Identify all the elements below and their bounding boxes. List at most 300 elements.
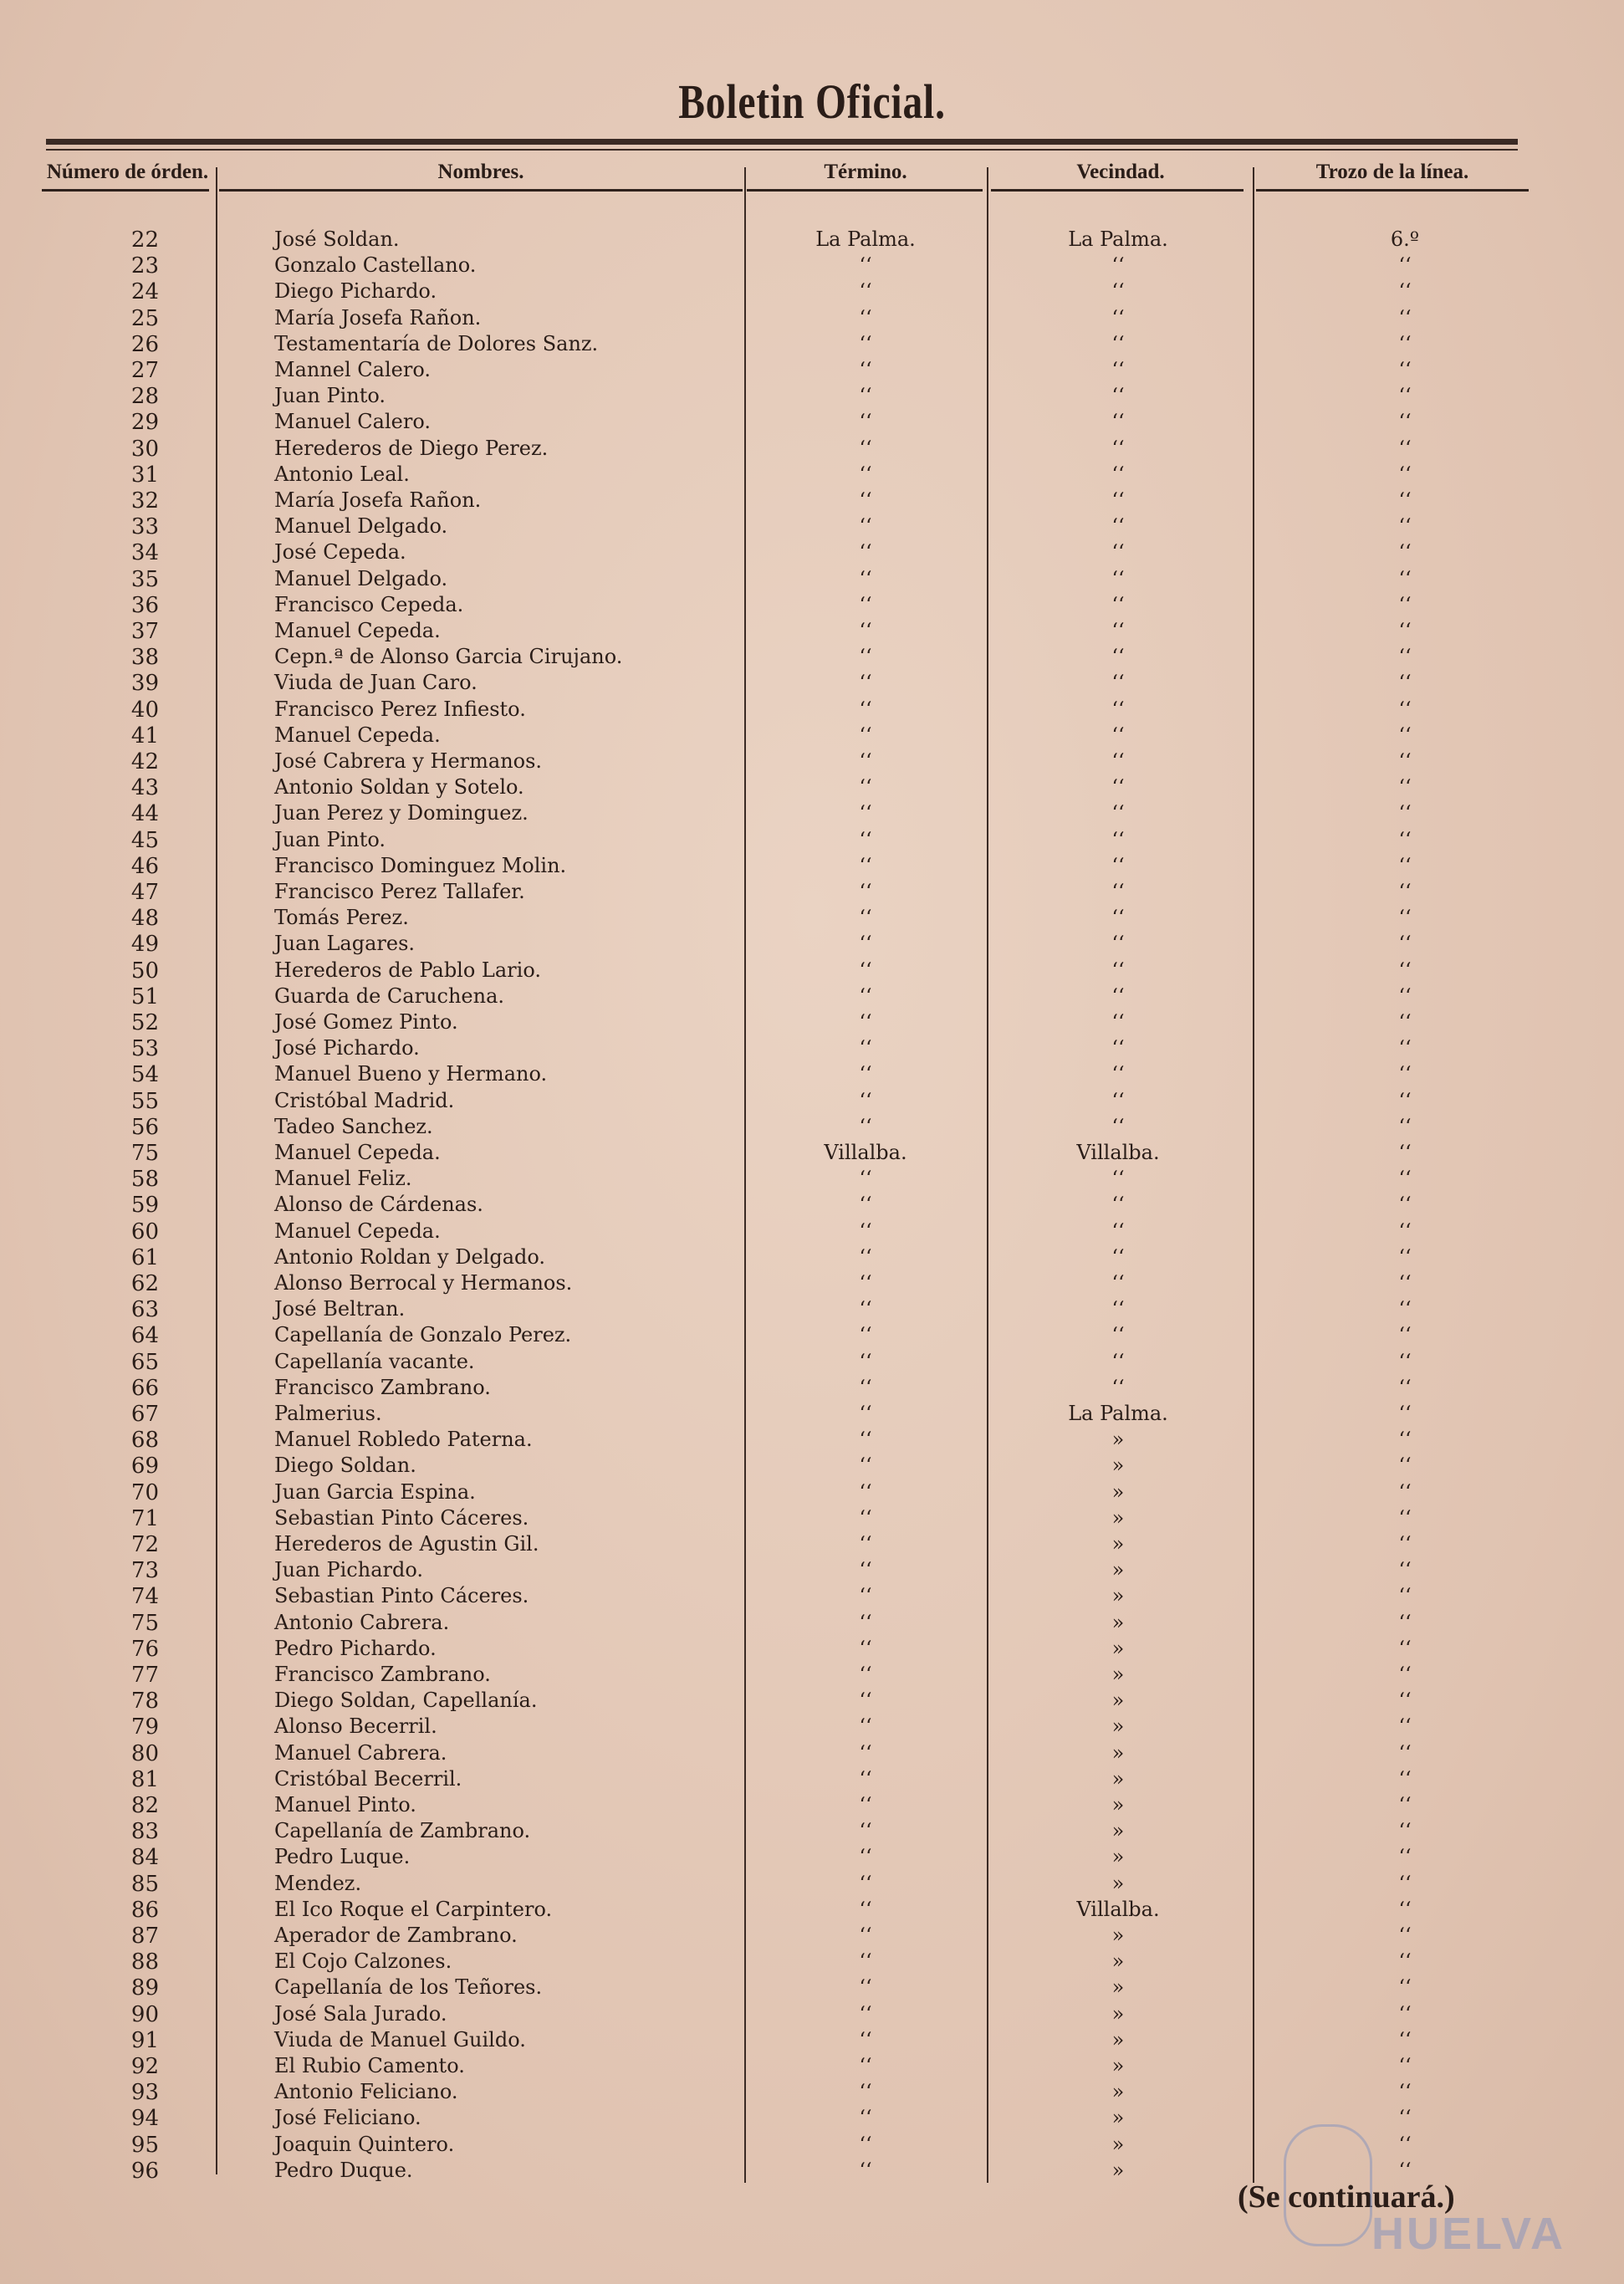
table-row [0,828,1624,854]
order-number: 43 [130,775,159,801]
trozo-cell: ‘‘ [1398,801,1412,825]
trozo-cell: ‘‘ [1398,1219,1412,1243]
table-row [0,2002,1624,2028]
person-name: Diego Pichardo. [274,279,437,304]
termino-cell: ‘‘ [859,1610,872,1634]
termino-cell: ‘‘ [859,1532,872,1556]
person-name: Juan Pichardo. [274,1558,423,1582]
vecindad-cell: ‘‘ [1111,1036,1125,1060]
termino-cell: ‘‘ [859,540,872,565]
order-number: 65 [130,1349,159,1375]
order-number: 75 [130,1610,159,1636]
trozo-cell: ‘‘ [1398,384,1412,408]
order-number: 58 [130,1167,159,1193]
order-number: 46 [130,853,159,879]
termino-cell: La Palma. [815,227,916,251]
person-name: María Josefa Rañon. [274,305,482,330]
order-number: 89 [130,1975,159,2001]
trozo-cell: ‘‘ [1398,671,1412,695]
order-number: 61 [130,1244,159,1270]
vecindad-cell: ‘‘ [1111,1167,1125,1191]
person-name: Cepn.ª de Alonso Garcia Cirujano. [274,645,623,669]
table-row [0,384,1624,410]
table-row [0,488,1624,514]
vecindad-cell: » [1111,2158,1125,2182]
order-number: 92 [130,2054,159,2079]
col-header-vecindad: Vecindad. [1076,161,1165,183]
termino-cell: ‘‘ [859,1036,872,1060]
termino-cell: ‘‘ [859,645,872,669]
table-row [0,1402,1624,1428]
vecindad-cell: ‘‘ [1111,410,1125,434]
person-name: Antonio Leal. [274,462,410,486]
termino-cell: ‘‘ [859,932,872,956]
table-row [0,593,1624,619]
person-name: José Beltran. [274,1297,406,1321]
table-row [0,1115,1624,1141]
trozo-cell: ‘‘ [1398,1402,1412,1425]
termino-cell: ‘‘ [859,1663,872,1686]
header-underline [219,189,743,192]
termino-cell: ‘‘ [859,305,872,330]
table-row [0,1271,1624,1297]
vecindad-cell: ‘‘ [1111,1114,1125,1138]
vecindad-cell: » [1111,2001,1125,2026]
vecindad-cell: ‘‘ [1111,1010,1125,1034]
vecindad-cell: ‘‘ [1111,932,1125,956]
order-number: 71 [130,1505,159,1531]
termino-cell: ‘‘ [859,279,872,304]
trozo-cell: ‘‘ [1398,1636,1412,1660]
person-name: El Ico Roque el Carpintero. [274,1897,553,1921]
table-row [0,1036,1624,1062]
vecindad-cell: » [1111,1714,1125,1739]
trozo-cell: ‘‘ [1398,880,1412,903]
person-name: Manuel Delgado. [274,566,448,590]
order-number: 27 [130,358,159,383]
vecindad-cell: » [1111,2106,1125,2130]
vecindad-cell: ‘‘ [1111,358,1125,381]
order-number: 69 [130,1454,159,1479]
trozo-cell: ‘‘ [1398,358,1412,381]
col-header-termino: Término. [824,161,907,183]
order-number: 53 [130,1036,159,1062]
table-row [0,1898,1624,1924]
trozo-cell: ‘‘ [1398,619,1412,642]
termino-cell: ‘‘ [859,410,872,434]
termino-cell: ‘‘ [859,1114,872,1138]
order-number: 87 [130,1924,159,1949]
termino-cell: ‘‘ [859,2080,872,2104]
order-number: 55 [130,1088,159,1114]
vecindad-cell: ‘‘ [1111,436,1125,460]
trozo-cell: ‘‘ [1398,932,1412,956]
termino-cell: ‘‘ [859,619,872,642]
vecindad-cell: ‘‘ [1111,853,1125,877]
order-number: 81 [130,1766,159,1792]
trozo-cell: ‘‘ [1398,1584,1412,1608]
trozo-cell: ‘‘ [1398,2054,1412,2077]
order-number: 26 [130,331,159,357]
person-name: Cristóbal Madrid. [274,1088,455,1112]
vecindad-cell: ‘‘ [1111,384,1125,408]
order-number: 39 [130,671,159,697]
vecindad-cell: ‘‘ [1111,305,1125,330]
header-underline [42,189,209,192]
termino-cell: ‘‘ [859,592,872,616]
trozo-cell: ‘‘ [1398,1271,1412,1295]
table-row [0,437,1624,462]
trozo-cell: ‘‘ [1398,1663,1412,1686]
table-row [0,1506,1624,1532]
person-name: Manuel Delgado. [274,514,448,539]
person-name: Diego Soldan. [274,1454,416,1478]
person-name: Juan Lagares. [274,932,416,956]
order-number: 63 [130,1297,159,1323]
table-row [0,1767,1624,1793]
termino-cell: ‘‘ [859,1454,872,1478]
termino-cell: ‘‘ [859,1558,872,1582]
vecindad-cell: » [1111,1740,1125,1765]
vecindad-cell: ‘‘ [1111,1323,1125,1347]
person-name: José Sala Jurado. [274,2001,447,2026]
person-name: Herederos de Agustin Gil. [274,1532,539,1556]
trozo-cell: ‘‘ [1398,1819,1412,1843]
trozo-cell: ‘‘ [1398,827,1412,851]
table-row [0,1637,1624,1663]
termino-cell: ‘‘ [859,906,872,930]
person-name: Capellanía vacante. [274,1349,475,1373]
trozo-cell: ‘‘ [1398,462,1412,486]
termino-cell: ‘‘ [859,1584,872,1608]
person-name: Diego Soldan, Capellanía. [274,1689,538,1713]
table-row [0,2054,1624,2080]
table-row [0,1141,1624,1167]
termino-cell: ‘‘ [859,1167,872,1191]
termino-cell: ‘‘ [859,1949,872,1974]
termino-cell: ‘‘ [859,462,872,486]
table-row [0,775,1624,801]
order-number: 44 [130,801,159,827]
order-number: 47 [130,880,159,905]
archive-watermark: HUELVA [1371,2209,1565,2259]
col-header-nombres: Nombres. [437,161,524,183]
termino-cell: ‘‘ [859,958,872,982]
trozo-cell: ‘‘ [1398,1454,1412,1478]
order-number: 93 [130,2080,159,2106]
table-row [0,801,1624,827]
vecindad-cell: » [1111,1689,1125,1713]
vecindad-cell: ‘‘ [1111,723,1125,747]
vecindad-cell: ‘‘ [1111,592,1125,616]
person-name: Pedro Pichardo. [274,1636,437,1660]
table-row [0,540,1624,566]
termino-cell: ‘‘ [859,1819,872,1843]
termino-cell: ‘‘ [859,827,872,851]
order-number: 75 [130,1141,159,1166]
table-row [0,723,1624,749]
trozo-cell: ‘‘ [1398,1897,1412,1921]
termino-cell: ‘‘ [859,1271,872,1295]
termino-cell: ‘‘ [859,671,872,695]
vecindad-cell: » [1111,1558,1125,1582]
trozo-cell: ‘‘ [1398,592,1412,616]
order-number: 24 [130,279,159,305]
page-title: Boletin Oficial. [678,74,946,129]
person-name: Antonio Cabrera. [274,1610,450,1634]
header-underline [747,189,983,192]
vecindad-cell: » [1111,1428,1125,1452]
trozo-cell: ‘‘ [1398,1428,1412,1452]
person-name: Capellanía de Gonzalo Perez. [274,1323,572,1347]
trozo-cell: ‘‘ [1398,2080,1412,2104]
table-row [0,1741,1624,1767]
table-row [0,1323,1624,1349]
table-row [0,1532,1624,1558]
trozo-cell: ‘‘ [1398,279,1412,304]
vecindad-cell: » [1111,1610,1125,1634]
order-number: 48 [130,906,159,932]
order-number: 68 [130,1428,159,1454]
termino-cell: ‘‘ [859,488,872,512]
trozo-cell: ‘‘ [1398,1036,1412,1060]
table-row [0,253,1624,279]
termino-cell: ‘‘ [859,723,872,747]
vecindad-cell: ‘‘ [1111,958,1125,982]
trozo-cell: ‘‘ [1398,1949,1412,1974]
table-row [0,1819,1624,1845]
trozo-cell: ‘‘ [1398,2027,1412,2052]
trozo-cell: ‘‘ [1398,1740,1412,1765]
person-name: Alonso Berrocal y Hermanos. [274,1271,573,1295]
vecindad-cell: ‘‘ [1111,566,1125,590]
trozo-cell: ‘‘ [1398,1975,1412,2000]
order-number: 62 [130,1271,159,1296]
vecindad-cell: » [1111,1505,1125,1530]
header-underline [1256,189,1529,192]
vecindad-cell: » [1111,1793,1125,1816]
trozo-cell: ‘‘ [1398,305,1412,330]
trozo-cell: ‘‘ [1398,1924,1412,1947]
trozo-cell: ‘‘ [1398,1349,1412,1373]
termino-cell: Villalba. [824,1141,907,1164]
table-row [0,1167,1624,1193]
person-name: Pedro Luque. [274,1845,411,1869]
termino-cell: ‘‘ [859,1871,872,1895]
termino-cell: ‘‘ [859,1193,872,1217]
person-name: Antonio Soldan y Sotelo. [274,775,524,800]
vecindad-cell: » [1111,1845,1125,1869]
person-name: José Gomez Pinto. [274,1010,458,1034]
trozo-cell: 6.º [1390,227,1420,251]
person-name: Francisco Perez Tallafer. [274,880,525,903]
order-number: 83 [130,1819,159,1845]
person-name: Juan Perez y Dominguez. [274,801,529,825]
person-name: Cristóbal Becerril. [274,1766,462,1791]
trozo-cell: ‘‘ [1398,1793,1412,1816]
termino-cell: ‘‘ [859,1219,872,1243]
trozo-cell: ‘‘ [1398,1714,1412,1739]
person-name: Manuel Cepeda. [274,619,441,642]
termino-cell: ‘‘ [859,358,872,381]
termino-cell: ‘‘ [859,514,872,539]
trozo-cell: ‘‘ [1398,2106,1412,2130]
person-name: Viuda de Manuel Guildo. [274,2027,526,2052]
vecindad-cell: » [1111,1636,1125,1660]
person-name: Herederos de Pablo Lario. [274,958,541,982]
vecindad-cell: ‘‘ [1111,775,1125,800]
vecindad-cell: ‘‘ [1111,619,1125,642]
termino-cell: ‘‘ [859,1244,872,1269]
person-name: José Cabrera y Hermanos. [274,749,543,773]
order-number: 76 [130,1636,159,1662]
order-number: 85 [130,1871,159,1897]
trozo-cell: ‘‘ [1398,1766,1412,1791]
termino-cell: ‘‘ [859,1479,872,1504]
termino-cell: ‘‘ [859,1323,872,1347]
person-name: Manuel Pinto. [274,1793,416,1816]
vecindad-cell: » [1111,1871,1125,1895]
person-name: Sebastian Pinto Cáceres. [274,1584,529,1608]
order-number: 54 [130,1062,159,1088]
order-number: 50 [130,958,159,984]
order-number: 25 [130,305,159,331]
termino-cell: ‘‘ [859,331,872,355]
order-number: 30 [130,436,159,462]
person-name: Joaquin Quintero. [274,2132,455,2156]
order-number: 41 [130,723,159,749]
vecindad-cell: ‘‘ [1111,697,1125,721]
termino-cell: ‘‘ [859,801,872,825]
person-name: Viuda de Juan Caro. [274,671,477,695]
col-header-trozo: Trozo de la línea. [1315,161,1469,183]
order-number: 86 [130,1897,159,1923]
table-row [0,1219,1624,1245]
order-number: 73 [130,1558,159,1584]
vecindad-cell: ‘‘ [1111,1349,1125,1373]
vecindad-cell: ‘‘ [1111,279,1125,304]
person-name: Antonio Roldan y Delgado. [274,1244,546,1269]
vecindad-cell: La Palma. [1068,1402,1168,1425]
person-name: Palmerius. [274,1402,382,1425]
trozo-cell: ‘‘ [1398,1505,1412,1530]
order-number: 90 [130,2001,159,2027]
order-number: 82 [130,1793,159,1818]
termino-cell: ‘‘ [859,2027,872,2052]
table-row [0,1245,1624,1271]
table-row [0,645,1624,671]
person-name: Francisco Zambrano. [274,1375,491,1399]
trozo-cell: ‘‘ [1398,1114,1412,1138]
termino-cell: ‘‘ [859,880,872,903]
vecindad-cell: ‘‘ [1111,1375,1125,1399]
table-row [0,410,1624,436]
trozo-cell: ‘‘ [1398,749,1412,773]
order-number: 32 [130,488,159,514]
order-number: 28 [130,384,159,410]
order-number: 29 [130,410,159,436]
vecindad-cell: » [1111,1766,1125,1791]
person-name: Mendez. [274,1871,362,1895]
order-number: 78 [130,1689,159,1714]
person-name: Tadeo Sanchez. [274,1114,433,1138]
termino-cell: ‘‘ [859,566,872,590]
order-number: 91 [130,2027,159,2053]
person-name: Aperador de Zambrano. [274,1924,518,1947]
person-name: Antonio Feliciano. [274,2080,458,2104]
table-row [0,514,1624,540]
trozo-cell: ‘‘ [1398,2001,1412,2026]
trozo-cell: ‘‘ [1398,1689,1412,1713]
vecindad-cell: ‘‘ [1111,749,1125,773]
table-row [0,1428,1624,1454]
order-number: 64 [130,1323,159,1349]
order-number: 23 [130,253,159,279]
vecindad-cell: ‘‘ [1111,1193,1125,1217]
termino-cell: ‘‘ [859,1740,872,1765]
termino-cell: ‘‘ [859,436,872,460]
vecindad-cell: ‘‘ [1111,331,1125,355]
table-row [0,854,1624,880]
person-name: Juan Pinto. [274,827,386,851]
person-name: María Josefa Rañon. [274,488,482,512]
trozo-cell: ‘‘ [1398,1010,1412,1034]
termino-cell: ‘‘ [859,1975,872,2000]
termino-cell: ‘‘ [859,1088,872,1112]
vecindad-cell: ‘‘ [1111,488,1125,512]
termino-cell: ‘‘ [859,1505,872,1530]
vecindad-cell: ‘‘ [1111,1271,1125,1295]
table-row [0,1376,1624,1402]
vecindad-cell: ‘‘ [1111,1244,1125,1269]
person-name: Guarda de Caruchena. [274,984,505,1008]
order-number: 36 [130,592,159,618]
vecindad-cell: » [1111,1584,1125,1608]
archive-seal-icon [1284,2124,1372,2246]
trozo-cell: ‘‘ [1398,1532,1412,1556]
vecindad-cell: ‘‘ [1111,514,1125,539]
person-name: José Soldan. [274,227,400,251]
table-row [0,1454,1624,1479]
person-name: José Pichardo. [274,1036,420,1060]
vecindad-cell: ‘‘ [1111,801,1125,825]
trozo-cell: ‘‘ [1398,331,1412,355]
trozo-cell: ‘‘ [1398,1610,1412,1634]
termino-cell: ‘‘ [859,1714,872,1739]
termino-cell: ‘‘ [859,1766,872,1791]
person-name: Manuel Cepeda. [274,1141,441,1164]
trozo-cell: ‘‘ [1398,1479,1412,1504]
trozo-cell: ‘‘ [1398,514,1412,539]
table-row [0,1584,1624,1610]
termino-cell: ‘‘ [859,984,872,1008]
table-row [0,1480,1624,1506]
trozo-cell: ‘‘ [1398,253,1412,278]
person-name: El Cojo Calzones. [274,1949,452,1974]
order-number: 52 [130,1010,159,1035]
order-number: 35 [130,566,159,592]
vecindad-cell: » [1111,1532,1125,1556]
table-row [0,1350,1624,1376]
trozo-cell: ‘‘ [1398,1088,1412,1112]
person-name: Manuel Feliz. [274,1167,412,1191]
vecindad-cell: » [1111,1479,1125,1504]
vecindad-cell: ‘‘ [1111,827,1125,851]
order-number: 95 [130,2132,159,2158]
trozo-cell: ‘‘ [1398,1062,1412,1086]
header-rule-thin [46,149,1518,151]
vecindad-cell: » [1111,1975,1125,2000]
